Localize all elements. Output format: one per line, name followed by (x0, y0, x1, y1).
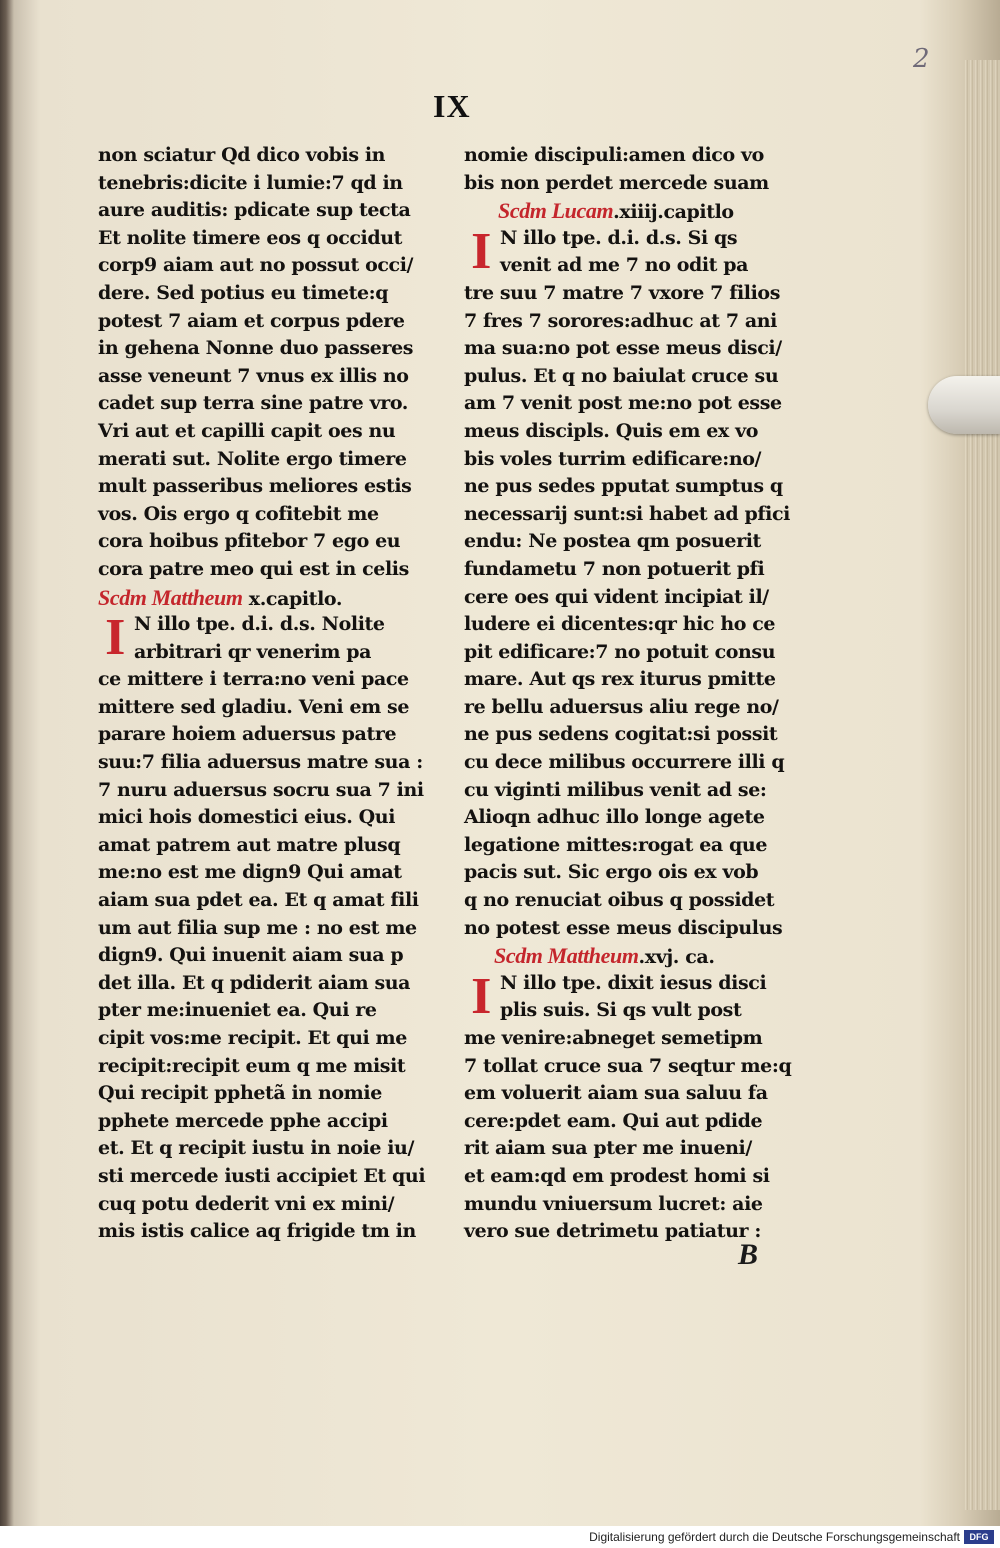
page-number: 2 (913, 44, 930, 74)
text-line: me:no est me dign9 Qui amat (98, 861, 402, 884)
rubric-title: Scdm Mattheum (98, 584, 243, 610)
text-column-left (98, 142, 448, 1246)
text-line: dign9. Qui inuenit aiam sua p (98, 944, 404, 967)
rubric-title: Scdm Lucam (498, 198, 614, 224)
text-line: no potest esse meus discipulus (464, 916, 783, 939)
text-line: ludere ei dicentes:qr hic ho ce (464, 613, 776, 636)
text-line: cora patre meo qui est in celis (98, 557, 409, 580)
text-line: sti mercede iusti accipiet Et qui (98, 1164, 426, 1187)
text-line: Vri aut et capilli capit oes nu (98, 419, 396, 442)
text-line: et. Et q recipit iustu in noie iu/ (98, 1137, 415, 1160)
text-line: rit aiam sua pter me inueni/ (464, 1137, 752, 1160)
text-line: Et nolite timere eos q occidut (98, 226, 403, 249)
text-line: ce mittere i terra:no veni pace (98, 668, 409, 691)
text-line: parare hoiem aduersus patre (98, 723, 397, 746)
text-line: dere. Sed potius eu timete:q (98, 281, 389, 304)
text-line: recipit:recipit eum q me misit (98, 1054, 406, 1077)
text-line: 7 fres 7 sorores:adhuc at 7 ani (464, 309, 778, 332)
text-line: aure auditis: pdicate sup tecta (98, 199, 411, 222)
text-line: vos. Ois ergo q cofitebit me (98, 502, 379, 525)
text-column-right (464, 142, 814, 1246)
text-line: tre suu 7 matre 7 vxore 7 filios (464, 281, 780, 304)
text-line: q no renuciat oibus q possidet (464, 889, 775, 912)
text-line: pacis sut. Sic ergo ois ex vob (464, 861, 759, 884)
text-line: vero sue detrimetu patiatur : (464, 1220, 761, 1243)
text-line: det illa. Et q pdiderit aiam sua (98, 971, 411, 994)
text-line: Qui recipit pphetã in nomie (98, 1082, 382, 1105)
text-line: mult passeribus meliores estis (98, 475, 412, 498)
text-line: ma sua:no pot esse meus disci/ (464, 337, 782, 360)
rubric-chapter: .xiiij.capitlo (613, 201, 734, 224)
text-line: endu: Ne postea qm posuerit (464, 530, 761, 553)
text-line: cu dece milibus occurrere illi q (464, 751, 785, 774)
text-line: mis istis calice aq frigide tm in (98, 1220, 416, 1243)
text-line: nomie discipuli:amen dico vo (464, 144, 764, 166)
text-line: ne pus sedes pputat sumptus q (464, 475, 783, 498)
text-line: in gehena Nonne duo passeres (98, 337, 414, 360)
text-line: necessarij sunt:si habet ad pfici (464, 502, 790, 525)
text-line: mundu vniuersum lucret: aie (464, 1192, 763, 1215)
text-line: legatione mittes:rogat ea que (464, 833, 768, 856)
catchword: B (738, 1238, 759, 1271)
line-text: N illo tpe. d.i. d.s. Si qs (500, 226, 738, 249)
footer (0, 1526, 1000, 1548)
text-line: pphete mercede pphe accipi (98, 1109, 388, 1132)
text-line: mittere sed gladiu. Veni em se (98, 695, 410, 718)
line-text: N illo tpe. dixit iesus disci (500, 971, 767, 994)
rubric-chapter: .xvj. ca. (638, 946, 715, 969)
text-line: am 7 venit post me:no pot esse (464, 392, 782, 415)
text-line: tenebris:dicite i lumie:7 qd in (98, 171, 403, 194)
text-line: cere oes qui vident incipiat il/ (464, 585, 769, 608)
text-line: asse veneunt 7 vnus ex illis no (98, 364, 409, 387)
text-line: merati sut. Nolite ergo timere (98, 447, 407, 470)
rubric-title: Scdm Mattheum (494, 943, 639, 969)
text-line: ne pus sedens cogitat:si possit (464, 723, 778, 746)
text-line: cuq potu dederit vni ex mini/ (98, 1192, 395, 1215)
text-line: bis voles turrim edificare:no/ (464, 447, 762, 470)
decorated-initial: I (105, 609, 125, 667)
text-line: amat patrem aut matre plusq (98, 833, 401, 856)
text-line: cora hoibus pfitebor 7 ego eu (98, 530, 401, 553)
text-line: cipit vos:me recipit. Et qui me (98, 1027, 407, 1049)
text-line: cadet sup terra sine patre vro. (98, 392, 408, 415)
rubric-heading (464, 197, 814, 225)
text-line: arbitrari qr venerim pa (134, 640, 372, 663)
footer-credit: Digitalisierung gefördert durch die Deutsche Forschungsgemeinschaft (589, 1530, 960, 1544)
page-clip (928, 376, 1000, 434)
text-line: mici hois domestici eius. Qui (98, 806, 396, 829)
rubric-heading (98, 584, 448, 612)
text-line: suu:7 filia aduersus matre sua : (98, 751, 423, 774)
text-line: 7 tollat cruce sua 7 seqtur me:q (464, 1054, 792, 1077)
text-line: plis suis. Si qs vult post (500, 999, 742, 1022)
text-line: pulus. Et q no baiulat cruce su (464, 364, 779, 387)
dfg-logo: DFG (964, 1530, 994, 1544)
rubric-heading (464, 942, 814, 970)
text-line: pit edificare:7 no potuit consu (464, 640, 776, 663)
text-line: venit ad me 7 no odit pa (500, 254, 749, 277)
decorated-initial: I (471, 222, 491, 280)
page-edges (964, 60, 1000, 1510)
text-line: 7 nuru aduersus socru sua 7 ini (98, 778, 424, 801)
folio-number: IX (433, 88, 471, 124)
decorated-initial: I (471, 967, 491, 1025)
text-line: mare. Aut qs rex iturus pmitte (464, 668, 776, 691)
line-text: N illo tpe. d.i. d.s. Nolite (134, 613, 385, 636)
rubric-chapter: x.capitlo. (242, 587, 343, 610)
text-line: cu viginti milibus venit ad se: (464, 778, 767, 801)
text-line: meus discipls. Quis em ex vo (464, 419, 758, 442)
text-line: re bellu aduersus aliu rege no/ (464, 695, 779, 718)
text-line: et eam:qd em prodest homi si (464, 1164, 770, 1187)
text-line: non sciatur Qd dico vobis in (98, 144, 386, 166)
text-line: potest 7 aiam et corpus pdere (98, 309, 405, 332)
text-line: um aut filia sup me : no est me (98, 916, 417, 939)
text-line: em voluerit aiam sua saluu fa (464, 1082, 768, 1105)
text-line: bis non perdet mercede suam (464, 171, 769, 194)
text-line: aiam sua pdet ea. Et q amat fili (98, 889, 419, 912)
text-line: Alioqn adhuc illo longe agete (464, 806, 765, 829)
text-line: corp9 aiam aut no possut occi/ (98, 254, 414, 277)
text-line: fundametu 7 non potuerit pfi (464, 557, 765, 580)
text-line: cere:pdet eam. Qui aut pdide (464, 1109, 763, 1132)
text-line: pter me:inueniet ea. Qui re (98, 999, 377, 1022)
text-line: me venire:abneget semetipm (464, 1027, 763, 1049)
